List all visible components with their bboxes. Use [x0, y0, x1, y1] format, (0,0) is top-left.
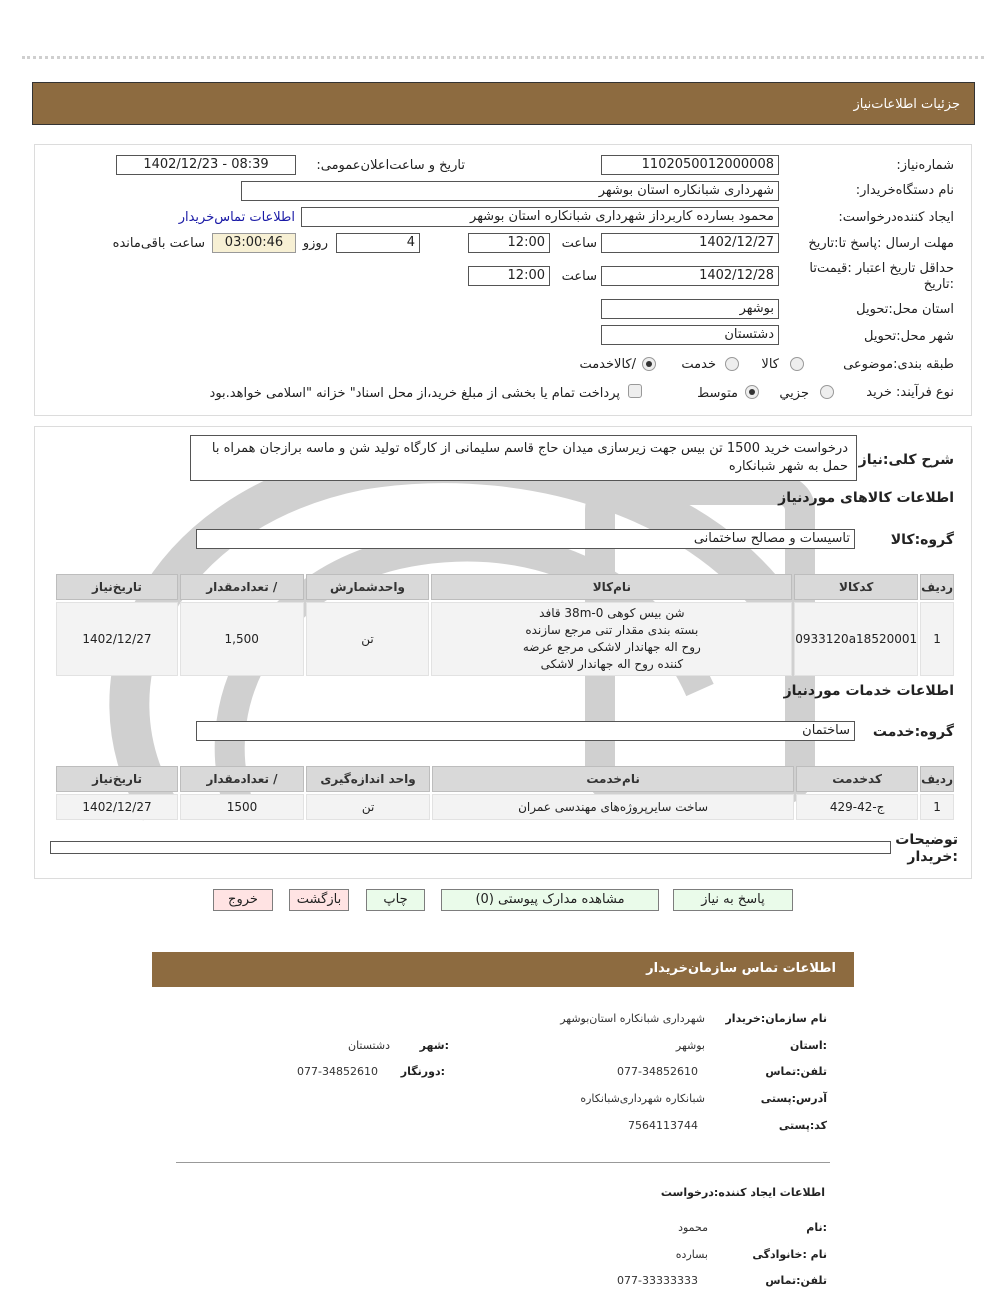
days-field: 4	[336, 233, 420, 253]
goods-table	[54, 572, 956, 678]
process-label: نوع فرآیند: خرید	[866, 385, 954, 400]
creator-family-label: نام :خانوادگی	[752, 1248, 827, 1261]
goods-col-code: کدکالا	[794, 574, 918, 600]
process-option-medium: متوسط	[697, 386, 738, 401]
contact-org-label: نام سازمان:خریدار	[725, 1012, 827, 1025]
remaining-time-field: 03:00:46	[212, 233, 296, 253]
contact-postal: 7564113744	[628, 1119, 698, 1132]
goods-name-line: شن بیس کوهی 0-38m قافد	[539, 606, 685, 620]
contact-fax-label: :دورنگار	[400, 1065, 445, 1078]
creator-name: محمود	[678, 1221, 708, 1234]
deadline-hour-label: ساعت	[561, 236, 597, 251]
contact-address-label: آدرس:پستی	[760, 1092, 827, 1105]
creator-phone: 077-33333333	[617, 1274, 698, 1287]
contact-header	[152, 952, 854, 987]
deadline-time-field: 12:00	[468, 233, 550, 253]
summary-box: درخواست خرید 1500 تن بیس جهت زیرسازی میدان حاج قاسم سلیمانی از کارگاه تولید شن و ماسه برازجان همراه با حمل به شهر شبانکاره	[190, 435, 857, 481]
goods-cell-qty: 1,500	[180, 602, 304, 676]
contact-postal-label: کد:پستی	[778, 1119, 827, 1132]
validity-time-field: 12:00	[468, 266, 550, 286]
deadline-label: مهلت ارسال :پاسخ تا:تاریخ	[808, 236, 954, 251]
services-col-name: نام‌خدمت	[432, 766, 794, 792]
goods-group-field: تاسیسات و مصالح ساختمانی	[196, 529, 855, 549]
goods-col-row: ردیف	[920, 574, 954, 600]
contact-city: دشتستان	[348, 1039, 390, 1052]
category-option-service: خدمت	[681, 357, 716, 372]
contact-title: اطلاعات تماس سازمان‌خریدار	[646, 961, 836, 976]
buyer-org-label: نام دستگاه‌خریدار:	[855, 183, 954, 198]
services-col-unit: واحد اندازه‌گیری	[306, 766, 430, 792]
category-label: طبقه بندی:موضوعی	[843, 357, 954, 372]
creator-field: محمود بسارده کاربرداز شهرداری شبانکاره استان بوشهر	[301, 207, 779, 227]
services-col-date: تاریخ‌نیاز	[56, 766, 178, 792]
process-option-minor: جزيي	[779, 386, 809, 401]
goods-name-line: روح اله جهاندار لاشکی مرجع عرضه	[522, 640, 701, 654]
goods-cell-unit: تن	[306, 602, 430, 676]
goods-cell-date: 1402/12/27	[56, 602, 178, 676]
buyer-contact-link[interactable]: اطلاعات تماس‌خریدار	[178, 210, 295, 225]
contact-org: شهرداری شبانکاره استان‌بوشهر	[560, 1012, 705, 1025]
process-radio-minor[interactable]	[820, 385, 834, 399]
validity-date-field: 1402/12/28	[601, 266, 779, 286]
services-cell-name: ساخت سایرپروژه‌های مهندسی عمران	[432, 794, 794, 820]
announce-field: 1402/12/23 - 08:39	[116, 155, 296, 175]
exit-button[interactable]: خروج	[213, 889, 273, 911]
goods-cell-code: 0933120a18520001	[794, 602, 918, 676]
validity-label-line2: :تاریخ	[923, 277, 954, 292]
table-row	[56, 602, 954, 676]
goods-cell-row: 1	[920, 602, 954, 676]
category-option-goods-service: /کالاخدمت	[579, 357, 636, 372]
table-row	[56, 794, 954, 820]
service-group-field: ساختمان	[196, 721, 855, 741]
treasury-payment-note: پرداخت تمام یا بخشی از مبلغ خرید،از محل اسناد" خزانه "اسلامی خواهد.بود	[209, 386, 620, 401]
page-header	[32, 82, 975, 125]
print-button[interactable]: چاپ	[366, 889, 425, 911]
services-cell-code: ج-42-429	[796, 794, 918, 820]
contact-fax: 077-34852610	[297, 1065, 378, 1078]
province-label: استان محل:تحویل	[856, 302, 954, 317]
summary-label: شرح کلی:نیاز	[858, 452, 954, 468]
deadline-date-field: 1402/12/27	[601, 233, 779, 253]
city-field: دشتستان	[601, 325, 779, 345]
services-cell-unit: تن	[306, 794, 430, 820]
need-number-field: 1102050012000008	[601, 155, 779, 175]
goods-name-line: بسته بندی مقدار تنی مرجع سازنده	[525, 623, 699, 637]
goods-name-line: کننده روح اله جهاندار لاشکی	[540, 657, 684, 671]
contact-divider	[176, 1162, 830, 1163]
goods-col-name: نام‌کالا	[431, 574, 792, 600]
announce-label: تاریخ و ساعت‌اعلان‌عمومی:	[316, 158, 465, 173]
contact-phone-label: تلفن:تماس	[765, 1065, 827, 1078]
category-radio-goods-service[interactable]	[642, 357, 656, 371]
services-info-title: اطلاعات خدمات موردنیاز	[783, 683, 954, 699]
services-col-code: کدخدمت	[796, 766, 918, 792]
services-col-row: ردیف	[920, 766, 954, 792]
creator-family: بسارده	[675, 1248, 708, 1261]
province-field: بوشهر	[601, 299, 779, 319]
contact-address: شبانکاره شهرداری‌شبانکاره	[580, 1092, 705, 1105]
page-title: جزئیات اطلاعات‌نیاز	[853, 97, 960, 112]
validity-hour-label: ساعت	[561, 269, 597, 284]
buyer-notes-label-1: توضیحات	[895, 832, 958, 848]
services-table-header	[56, 766, 954, 792]
days-label: روزو	[302, 236, 328, 251]
services-col-qty: / تعدادمقدار	[180, 766, 304, 792]
creator-name-label: :نام	[806, 1221, 827, 1234]
back-button[interactable]: بازگشت	[289, 889, 349, 911]
services-table	[54, 764, 956, 822]
buyer-notes-label-2: :خریدار	[907, 849, 958, 865]
reply-button[interactable]: پاسخ به نیاز	[673, 889, 793, 911]
services-cell-qty: 1500	[180, 794, 304, 820]
goods-table-header	[56, 574, 954, 600]
treasury-payment-checkbox[interactable]	[628, 384, 642, 398]
process-radio-medium[interactable]	[745, 385, 759, 399]
goods-col-qty: / تعدادمقدار	[180, 574, 304, 600]
buyer-notes-field	[50, 841, 891, 854]
top-divider	[22, 56, 984, 59]
buyer-org-field: شهرداری شبانکاره استان بوشهر	[241, 181, 779, 201]
contact-city-label: :شهر	[419, 1039, 449, 1052]
goods-col-date: تاریخ‌نیاز	[56, 574, 178, 600]
attachments-button[interactable]: مشاهده مدارک پیوستی (0)	[441, 889, 659, 911]
remaining-label: ساعت باقی‌مانده	[112, 236, 205, 251]
goods-group-label: گروه:کالا	[890, 532, 954, 548]
validity-label-line1: حداقل تاریخ اعتبار :قیمت‌تا	[809, 261, 954, 276]
services-cell-date: 1402/12/27	[56, 794, 178, 820]
creator-phone-label: تلفن:تماس	[765, 1274, 827, 1287]
category-radio-goods[interactable]	[790, 357, 804, 371]
contact-phone: 077-34852610	[617, 1065, 698, 1078]
service-group-label: گروه:خدمت	[872, 724, 954, 740]
goods-cell-name	[431, 602, 792, 676]
contact-province-label: :استان	[790, 1039, 827, 1052]
city-label: شهر محل:تحویل	[864, 329, 954, 344]
creator-label: ایجاد کننده‌درخواست:	[838, 210, 954, 225]
need-number-label: شماره‌نیاز:	[896, 158, 954, 173]
services-cell-row: 1	[920, 794, 954, 820]
category-option-goods: کالا	[761, 357, 779, 372]
creator-info-title: اطلاعات ایجاد کننده:درخواست	[660, 1186, 825, 1199]
category-radio-service[interactable]	[725, 357, 739, 371]
contact-province: بوشهر	[675, 1039, 705, 1052]
goods-info-title: اطلاعات کالاهای موردنیاز	[778, 490, 954, 506]
goods-col-unit: واحدشمارش	[306, 574, 430, 600]
